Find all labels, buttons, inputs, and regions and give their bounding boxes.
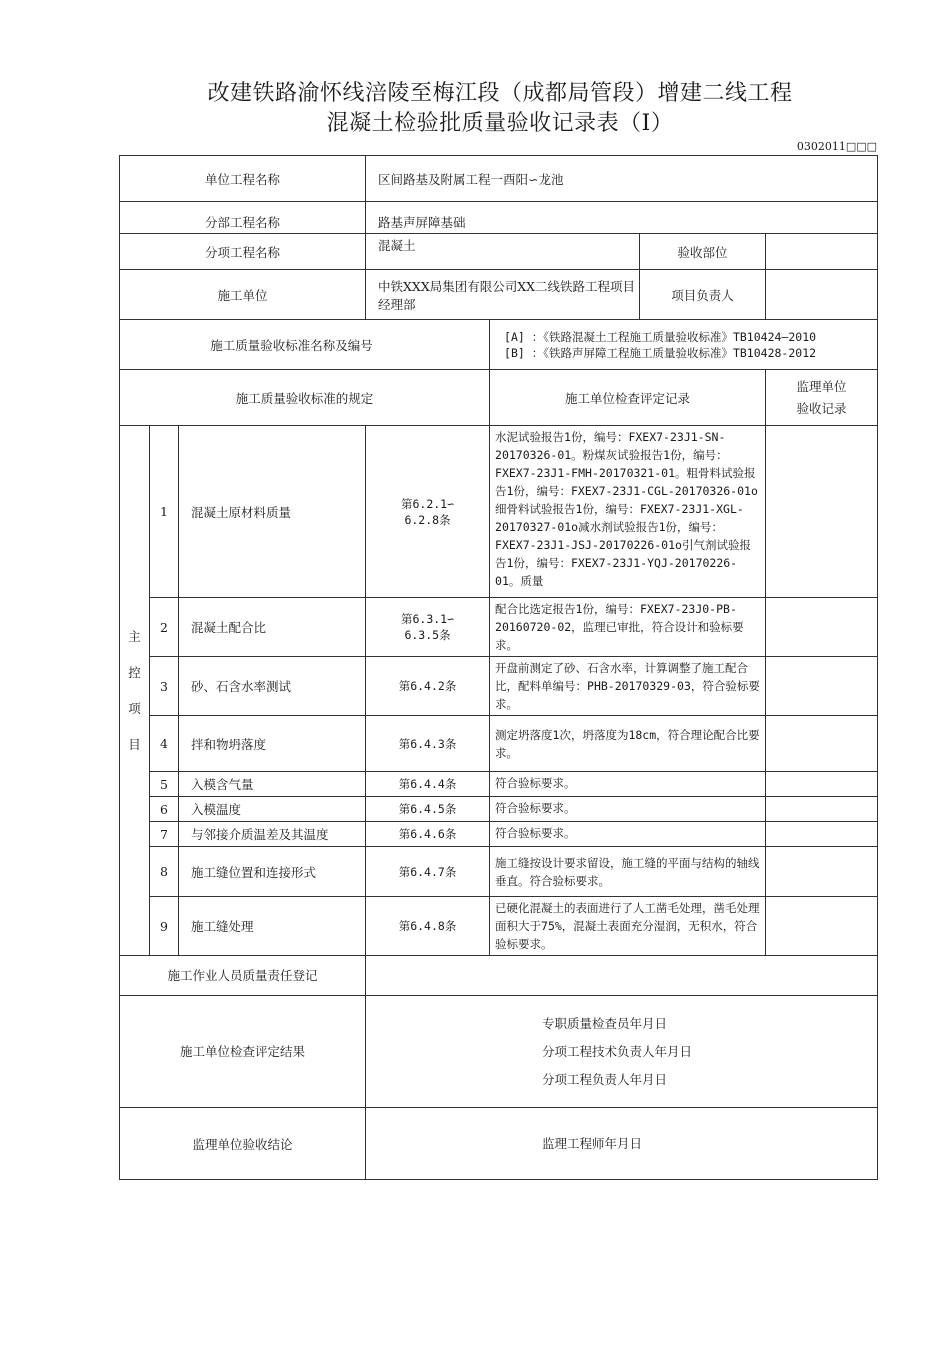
item-name: 混凝土原材料质量 (179, 426, 366, 598)
item-record: 符合验标要求。 (490, 797, 766, 822)
division-value: 路基声屏障基础 (366, 202, 878, 234)
row-contractor (120, 270, 878, 320)
group-char-4: 目 (128, 736, 141, 752)
item-name: 施工缝位置和连接形式 (179, 847, 366, 897)
acceptance-part-label: 验收部位 (640, 234, 766, 270)
document-subtitle: 混凝土检验批质量验收记录表（I） (326, 111, 674, 136)
item-row-1 (120, 426, 878, 598)
sign-technical-lead: 分项工程技术负责人年月日 (542, 1043, 693, 1059)
header-supervisor-line2: 验收记录 (796, 400, 847, 416)
item-row-7 (120, 822, 878, 847)
item-record: 符合验标要求。 (490, 822, 766, 847)
item-clause (366, 426, 490, 598)
standard-a: [A] ：《铁路混凝土工程施工质量验收标准》TB10424—2010 (504, 329, 817, 344)
sign-subitem-lead: 分项工程负责人年月日 (542, 1071, 668, 1087)
supervisor-conclusion-label: 监理单位验收结论 (120, 1108, 366, 1180)
item-record: 符合验标要求。 (490, 772, 766, 797)
item-no: 2 (150, 598, 179, 657)
item-clause-line2: 6.2.8条 (404, 512, 451, 527)
contractor-label: 施工单位 (120, 270, 366, 320)
item-record: 已硬化混凝土的表面进行了人工凿毛处理，凿毛处理面积大于75%，混凝土表面充分湿润，无积水，符合验标要求。 (490, 897, 766, 956)
acceptance-part-value (766, 234, 878, 270)
item-record-text: 水泥试验报告1份，编号：FXEX7-23J1-SN-20170326-01。粉煤灰试验报告1份，编号：FXEX7-23J1-FMH-20170321-01。粗骨料试验报告1份，编号：FXEX7-23J1-CGL-20170326-01o细骨料试验报告1份，编号：FXEX7-23J1-XGL-20170327-01o减水剂试验报告1份，编号：FXEX7-23J1-JSJ-20170226-01o引气剂试验报告1份，编号：FXEX7-23J1-YQJ-20170226-01。质量 (495, 430, 758, 588)
item-supervisor-record (766, 598, 878, 657)
item-row-8 (120, 847, 878, 897)
item-row-6 (120, 797, 878, 822)
row-supervisor-conclusion (120, 1108, 878, 1180)
item-no: 6 (150, 797, 179, 822)
item-record: 施工缝按设计要求留设，施工缝的平面与结构的轴线垂直。符合验标要求。 (490, 847, 766, 897)
item-clause-line1: 第6.2.1∽ (400, 496, 455, 511)
row-column-headers (120, 370, 878, 426)
group-char-2: 控 (128, 664, 141, 680)
item-row-2 (120, 598, 878, 657)
document-number: 0302011□□□ (796, 140, 877, 153)
project-manager-label: 项目负责人 (640, 270, 766, 320)
row-unit-project (120, 156, 878, 202)
acceptance-record-table (119, 155, 878, 1180)
item-record: 测定坍落度1次，坍落度为18cm，符合理论配合比要求。 (490, 716, 766, 772)
item-clause: 第6.4.8条 (366, 897, 490, 956)
standard-values (490, 320, 878, 370)
supervisor-signature: 监理工程师年月日 (366, 1108, 878, 1180)
item-clause: 第6.4.7条 (366, 847, 490, 897)
item-clause: 第6.4.4条 (366, 772, 490, 797)
item-clause (366, 598, 490, 657)
item-supervisor-record (766, 772, 878, 797)
item-clause-line1: 第6.3.1∽ (400, 612, 455, 626)
item-clause-line2: 6.3.5条 (404, 628, 451, 642)
unit-project-label: 单位工程名称 (120, 156, 366, 202)
header-supervisor-line1: 监理单位 (796, 378, 847, 394)
item-name: 与邻接介质温差及其温度 (179, 822, 366, 847)
item-no: 8 (150, 847, 179, 897)
item-row-4 (120, 716, 878, 772)
sign-quality-inspector: 专职质量检查员年月日 (542, 1015, 668, 1031)
item-row-5 (120, 772, 878, 797)
header-spec: 施工质量验收标准的规定 (120, 370, 490, 426)
row-standard (120, 320, 878, 370)
item-name: 入模含气量 (179, 772, 366, 797)
item-no: 5 (150, 772, 179, 797)
item-name: 砂、石含水率测试 (179, 657, 366, 716)
item-supervisor-record (766, 797, 878, 822)
standard-label: 施工质量验收标准名称及编号 (120, 320, 490, 370)
item-row-9 (120, 897, 878, 956)
item-supervisor-record (766, 897, 878, 956)
item-clause: 第6.4.2条 (366, 657, 490, 716)
header-record: 施工单位检查评定记录 (490, 370, 766, 426)
group-char-1: 主 (128, 628, 141, 644)
item-clause: 第6.4.6条 (366, 822, 490, 847)
worker-registration-value (366, 956, 878, 996)
item-record (490, 426, 766, 598)
item-name: 入模温度 (179, 797, 366, 822)
item-row-3 (120, 657, 878, 716)
worker-registration-label: 施工作业人员质量责任登记 (120, 956, 366, 996)
project-manager-value (766, 270, 878, 320)
item-name: 混凝土配合比 (179, 598, 366, 657)
item-clause: 第6.4.5条 (366, 797, 490, 822)
item-no: 7 (150, 822, 179, 847)
division-label: 分部工程名称 (120, 202, 366, 234)
row-subitem (120, 234, 878, 270)
standard-b: [B] ：《铁路声屏障工程施工质量验收标准》TB10428-2012 (504, 345, 817, 360)
row-division (120, 202, 878, 234)
header-supervisor (766, 370, 878, 426)
item-name: 施工缝处理 (179, 897, 366, 956)
main-control-group-label (120, 426, 150, 956)
group-char-3: 项 (128, 700, 141, 716)
item-no: 1 (150, 426, 179, 598)
subitem-value: 混凝土 (366, 234, 640, 270)
row-contractor-result (120, 996, 878, 1108)
unit-project-value: 区间路基及附属工程一酉阳∽龙池 (366, 156, 878, 202)
contractor-result-label: 施工单位检查评定结果 (120, 996, 366, 1108)
contractor-signatures (366, 996, 878, 1108)
document-title: 改建铁路渝怀线涪陵至梅江段（成都局管段）增建二线工程 (207, 81, 793, 106)
item-no: 4 (150, 716, 179, 772)
item-supervisor-record (766, 847, 878, 897)
item-record: 开盘前测定了砂、石含水率，计算调整了施工配合比，配料单编号：PHB-20170329-03，符合验标要求。 (490, 657, 766, 716)
item-record: 配合比选定报告1份，编号：FXEX7-23J0-PB-20160720-02，监理已审批，符合设计和验标要求。 (490, 598, 766, 657)
item-supervisor-record (766, 716, 878, 772)
item-name: 拌和物坍落度 (179, 716, 366, 772)
item-no: 3 (150, 657, 179, 716)
contractor-value: 中铁XXX局集团有限公司XX二线铁路工程项目经理部 (366, 270, 640, 320)
item-supervisor-record (766, 822, 878, 847)
row-worker-registration (120, 956, 878, 996)
item-supervisor-record (766, 426, 878, 598)
item-no: 9 (150, 897, 179, 956)
item-clause: 第6.4.3条 (366, 716, 490, 772)
item-supervisor-record (766, 657, 878, 716)
subitem-label: 分项工程名称 (120, 234, 366, 270)
